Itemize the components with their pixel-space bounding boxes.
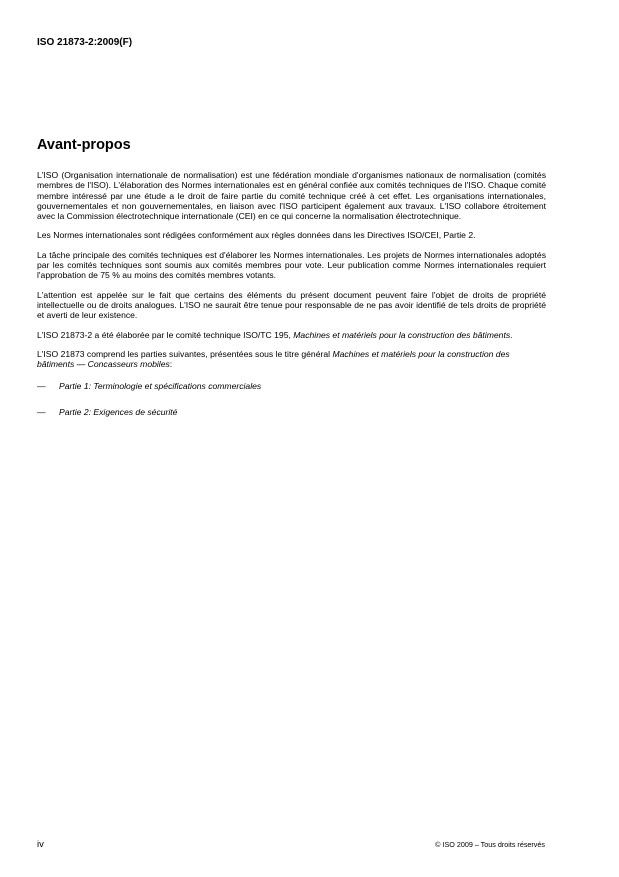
copyright-notice: © ISO 2009 – Tous droits réservés xyxy=(435,840,545,849)
paragraph-directives: Les Normes internationales sont rédigées conformément aux règles données dans les Directives ISO/CEI, Partie 2. xyxy=(37,230,476,241)
list-item-text: Partie 1: Terminologie et spécifications commerciales xyxy=(59,381,262,392)
paragraph-parts-intro xyxy=(37,349,546,370)
page-title: Avant-propos xyxy=(37,137,131,153)
paragraph-patent-rights: L'attention est appelée sur le fait que certains des éléments du présent document peuvent faire l'objet de droits de propriété intellectuelle ou de droits analogues. L'ISO ne saurait être tenue pour responsable de ne pas avoir identifié de tels droits de propriété et averti de leur existence. xyxy=(37,289,546,321)
parts-intro-text: L'ISO 21873 comprend les parties suivantes, présentées sous le titre général xyxy=(37,348,333,359)
paragraph-prepared-by xyxy=(37,330,546,340)
list-item xyxy=(37,407,546,417)
prepared-by-end: . xyxy=(510,329,513,340)
parts-intro-end: : xyxy=(169,359,173,370)
list-item-text: Partie 2: Exigences de sécurité xyxy=(59,406,178,417)
list-dash: — xyxy=(37,381,46,392)
paragraph-technical-committees: La tâche principale des comités techniques est d'élaborer les Normes internationales. Les projets de Normes internationales adoptés par les comités techniques sont soumis aux comités membres pour vote. Leur publication comme Normes internationales requiert l'approbation de 75 % au moins des comités membres votants. xyxy=(37,249,546,281)
list-dash: — xyxy=(37,406,46,417)
paragraph-iso-organisation: L'ISO (Organisation internationale de normalisation) est une fédération mondiale d'organismes nationaux de normalisation (comités membres de l'ISO). L'élaboration des Normes internationales est en général confiée aux comités techniques de l'ISO. Chaque comité membre intéressé par une étude a le droit de faire partie du comité technique créé à cet effet. Les organisations internationales, gouvernementales et non gouvernementales, en liaison avec l'ISO participent également aux travaux. L'ISO collabore étroitement avec la Commission électrotechnique internationale (CEI) en ce qui concerne la normalisation électrotechnique. xyxy=(37,170,546,222)
list-item xyxy=(37,381,546,391)
general-title: Machines et matériels pour la construction des bâtiments — Concasseurs mobiles xyxy=(37,348,510,370)
prepared-by-text: L'ISO 21873-2 a été élaborée par le comité technique ISO/TC 195, xyxy=(37,329,294,340)
page-number: iv xyxy=(37,839,44,850)
committee-title: Machines et matériels pour la construction des bâtiments xyxy=(293,329,511,340)
document-body xyxy=(37,170,546,432)
document-id: ISO 21873-2:2009(F) xyxy=(37,37,133,48)
